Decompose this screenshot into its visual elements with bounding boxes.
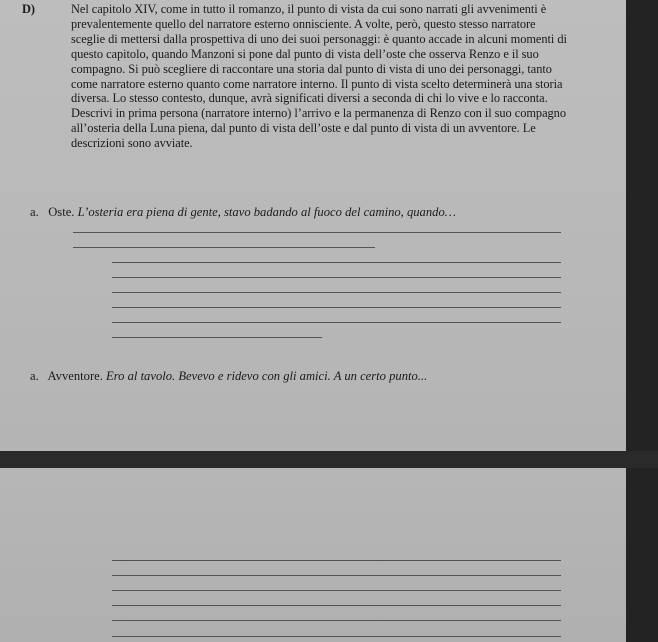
writing-line[interactable]	[112, 337, 322, 338]
item-avventore-prompt: Ero al tavolo. Bevevo e ridevo con gli amici. A un certo punto...	[106, 369, 428, 383]
exercise-d-instructions: Nel capitolo XIV, come in tutto il romanzo, il punto di vista da cui sono narrati gli avvenimenti è prevalentemente quello del narratore esterno onnisciente. A volte, però, questo stesso narratore sceglie di mettersi dalla prospettiva di uno dei suoi personaggi: è quanto accade in alcuni momenti di questo capitolo, quando Manzoni si pone dal punto di vista dell’oste che osserva Renzo e il suo compagno. Si può scegliere di raccontare una storia dal punto di vista di uno dei personaggi, tanto come narratore esterno quanto come narratore interno. Il punto di vista scelto determinerà una storia diversa. Lo stesso contesto, dunque, avrà significati diversi a seconda di chi lo vive e lo racconta. Descrivi in prima persona (narratore interno) l’arrivo e la permanenza di Renzo con il suo compagno all’osteria della Luna piena, dal punto di vista dell’oste e dal punto di vista di un avventore. Le descrizioni sono avviate.	[71, 2, 567, 151]
writing-line[interactable]	[112, 575, 561, 576]
writing-line[interactable]	[112, 277, 561, 278]
writing-line[interactable]	[112, 560, 561, 561]
writing-line[interactable]	[112, 620, 561, 621]
writing-line[interactable]	[112, 262, 561, 263]
item-oste-marker: a.	[30, 205, 39, 219]
writing-line[interactable]	[112, 307, 561, 308]
item-avventore-marker: a.	[30, 369, 39, 383]
exercise-d	[22, 2, 568, 151]
item-oste-role: Oste.	[48, 205, 75, 219]
exercise-d-label: D)	[22, 2, 35, 16]
item-oste	[30, 205, 456, 220]
writing-line[interactable]	[112, 322, 561, 323]
page-right-edge	[626, 0, 658, 642]
writing-line[interactable]	[73, 232, 561, 233]
page-lower-sheet	[0, 468, 626, 642]
writing-line[interactable]	[112, 590, 561, 591]
writing-line[interactable]	[112, 605, 561, 606]
writing-line[interactable]	[112, 292, 561, 293]
item-avventore-role: Avventore.	[47, 369, 103, 383]
writing-line[interactable]	[112, 636, 561, 637]
photo-divider-band	[0, 451, 658, 468]
item-oste-prompt: L’osteria era piena di gente, stavo badando al fuoco del camino, quando…	[77, 205, 456, 219]
item-avventore	[30, 369, 427, 384]
writing-line[interactable]	[73, 247, 375, 248]
